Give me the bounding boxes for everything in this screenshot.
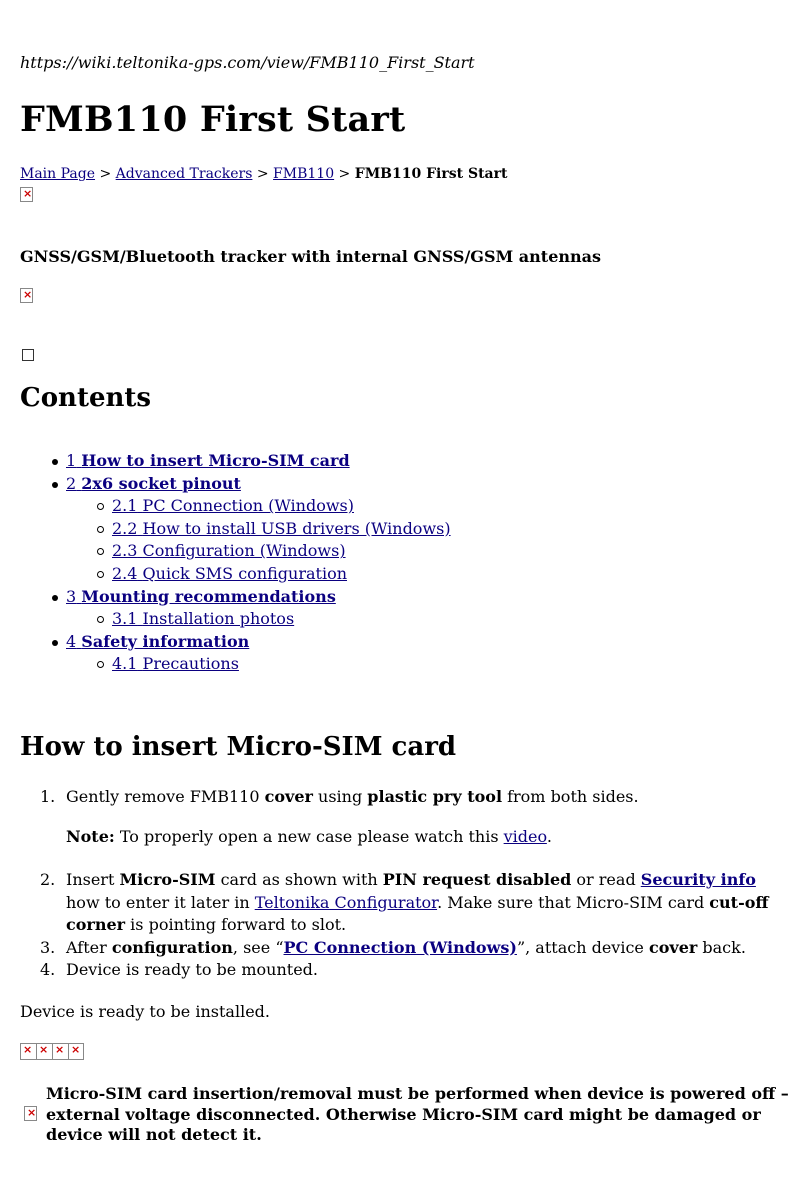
- step-number: 4.: [40, 960, 56, 980]
- page-url: https://wiki.teltonika-gps.com/view/FMB110_First_Start: [20, 53, 475, 72]
- toc-number: 3: [66, 586, 77, 606]
- toc-link-3[interactable]: [66, 587, 336, 606]
- breadcrumb-advanced-trackers[interactable]: Advanced Trackers: [115, 166, 253, 182]
- toc-subitem: [20, 608, 451, 631]
- toc-subitem: [20, 540, 451, 563]
- install-ready-text: Device is ready to be installed.: [20, 1002, 270, 1021]
- toc-number: 2.1: [112, 496, 138, 516]
- toc-subitem: [20, 495, 451, 518]
- toc-label: How to insert Micro-SIM card: [81, 451, 350, 470]
- toc-label: Precautions: [142, 654, 239, 674]
- breadcrumb-current: FMB110 First Start: [354, 166, 508, 182]
- toc-number: 1: [66, 451, 77, 470]
- step-item: 2. Insert Micro-SIM card as shown with PIN request disabled or read Security info how to enter it later in Teltonika Configurator. Make sure that Micro-SIM card cut-off corner is pointing forward to slot.: [40, 870, 769, 935]
- toc-number: 2.4: [112, 563, 138, 583]
- step-number: 1.: [40, 787, 56, 806]
- toc-item: [20, 473, 451, 496]
- toc-label: How to install USB drivers (Windows): [142, 518, 451, 538]
- teltonika-configurator-link[interactable]: Teltonika Configurator: [254, 892, 438, 912]
- toc-link-2[interactable]: [66, 474, 241, 493]
- toc-number: 2.3: [112, 541, 138, 561]
- warning-icon: [24, 1106, 37, 1121]
- toc-label: Mounting recommendations: [81, 586, 336, 606]
- toc-toggle-checkbox[interactable]: [22, 349, 34, 361]
- toc-link-2-1[interactable]: [112, 496, 354, 515]
- video-link[interactable]: video: [503, 827, 547, 846]
- step-item: 3. After configuration, see “PC Connection (Windows)”, attach device cover back.: [20, 937, 790, 960]
- step-number: 3.: [40, 937, 56, 957]
- toc-link-4-1[interactable]: [112, 654, 239, 673]
- toc-subitem: [20, 563, 451, 586]
- toc-link-2-2[interactable]: [112, 519, 451, 538]
- step-item: 1. Gently remove FMB110 cover using plastic pry tool from both sides.: [20, 786, 790, 809]
- section-heading: How to insert Micro-SIM card: [20, 732, 457, 762]
- security-info-link[interactable]: Security info: [640, 870, 756, 889]
- breadcrumb: [20, 166, 507, 182]
- breadcrumb-separator: >: [95, 166, 116, 182]
- breadcrumb-fmb110[interactable]: FMB110: [273, 166, 335, 182]
- toc-label: Quick SMS configuration: [142, 563, 348, 583]
- warning-text: Micro-SIM card insertion/removal must be performed when device is powered off – external voltage disconnected. Otherwise Micro-SIM card might be damaged or device will not detect it.: [46, 1084, 789, 1144]
- toc-item: [20, 586, 451, 609]
- toc-number: 4.1: [112, 654, 138, 674]
- breadcrumb-main-page[interactable]: Main Page: [20, 166, 96, 182]
- breadcrumb-separator: >: [334, 166, 355, 182]
- toc-item: [20, 450, 451, 473]
- step-number: 2.: [40, 870, 56, 889]
- page-title: FMB110 First Start: [20, 99, 406, 140]
- toc-link-4[interactable]: [66, 632, 249, 651]
- toc-label: Safety information: [81, 631, 250, 651]
- breadcrumb-separator: >: [252, 166, 274, 182]
- toc-number: 4: [66, 631, 77, 651]
- toc-label: PC Connection (Windows): [142, 496, 354, 516]
- toc-number: 2.2: [112, 518, 138, 538]
- toc-number: 2: [66, 473, 77, 493]
- toc-label: 2x6 socket pinout: [81, 473, 241, 493]
- page-tagline: GNSS/GSM/Bluetooth tracker with internal GNSS/GSM antennas: [20, 247, 602, 266]
- toc-subitem: [20, 653, 451, 676]
- broken-image-icon: [20, 187, 33, 202]
- broken-image-icon: [36, 1043, 52, 1060]
- broken-image-icon: [68, 1043, 84, 1060]
- toc-link-1[interactable]: [66, 451, 350, 470]
- toc-number: 3.1: [112, 609, 138, 629]
- broken-image-icon: [52, 1043, 68, 1060]
- toc-label: Configuration (Windows): [142, 541, 346, 561]
- toc-link-2-4[interactable]: [112, 564, 347, 583]
- toc-subitem: [20, 518, 451, 541]
- broken-image-icon: [20, 288, 33, 303]
- toc-label: Installation photos: [142, 609, 295, 629]
- note-paragraph: Note: To properly open a new case please watch this video.: [66, 827, 552, 846]
- pc-connection-link[interactable]: PC Connection (Windows): [283, 937, 517, 957]
- table-of-contents: [20, 450, 451, 676]
- step-item: 4. Device is ready to be mounted.: [20, 959, 790, 982]
- steps-list: [20, 869, 790, 982]
- broken-image-icon: [20, 1043, 36, 1060]
- contents-heading: Contents: [20, 383, 152, 413]
- toc-link-2-3[interactable]: [112, 541, 346, 560]
- image-strip: [20, 1043, 84, 1060]
- toc-link-3-1[interactable]: [112, 609, 294, 628]
- steps-list: [20, 786, 790, 809]
- toc-item: [20, 631, 451, 654]
